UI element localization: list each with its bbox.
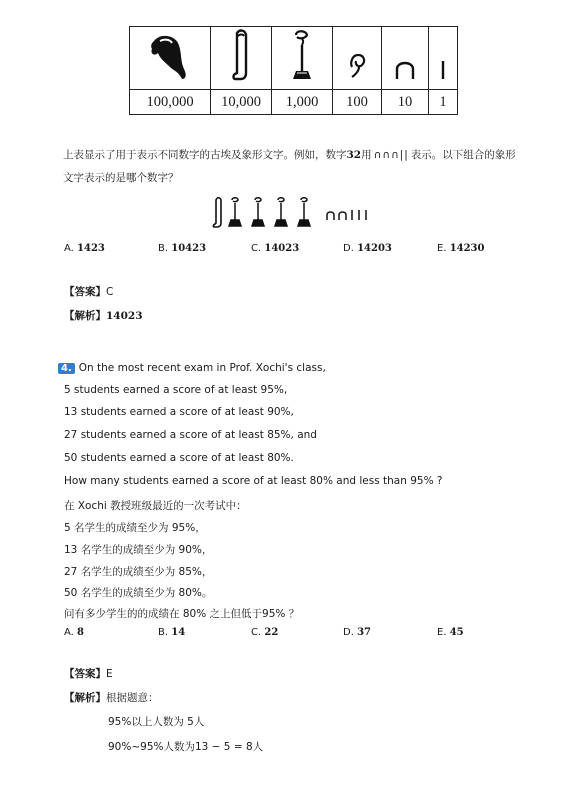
option-letter: B. <box>158 243 169 254</box>
q3-option-e[interactable] <box>437 243 484 254</box>
q3-inline-glyphs: ∩∩∩|| <box>373 149 409 161</box>
analysis-label: 【解析】 <box>64 310 106 322</box>
number-cell: 1 <box>429 90 458 115</box>
option-letter: A. <box>64 243 74 254</box>
q3-option-a[interactable] <box>64 243 105 254</box>
answer-label: 【答案】 <box>64 668 106 680</box>
answer-value: E <box>106 668 113 680</box>
q3-text-b: 用 <box>361 149 372 161</box>
q4-zh-line: 27 名学生的成绩至少为 85%， <box>64 566 213 578</box>
coil-rope-hieroglyph-icon <box>333 27 382 90</box>
q4-line-1 <box>58 362 326 374</box>
option-value: 8 <box>77 627 84 638</box>
q3-answer <box>64 284 113 299</box>
q4-en-line: 13 students earned a score of at least 90%, <box>64 406 294 418</box>
q4-option-d[interactable] <box>343 627 371 638</box>
tadpole-hieroglyph-icon <box>130 27 211 90</box>
option-letter: C. <box>251 243 262 254</box>
q4-zh-line: 在 Xochi 教授班级最近的一次考试中： <box>64 500 247 512</box>
option-value: 45 <box>449 627 464 638</box>
analysis-label: 【解析】 <box>64 692 106 704</box>
number-cell: 100,000 <box>130 90 211 115</box>
option-letter: A. <box>64 627 74 638</box>
hieroglyph-table <box>129 26 458 115</box>
q4-zh-line: 13 名学生的成绩至少为 90%， <box>64 544 213 556</box>
q3-example-number: 32 <box>346 149 362 161</box>
q4-en-line: 5 students earned a score of at least 95%, <box>64 384 288 396</box>
option-value: 1423 <box>77 243 105 254</box>
number-cell: 10 <box>382 90 429 115</box>
q4-zh-line: 5 名学生的成绩至少为 95%， <box>64 522 206 534</box>
q4-zh-question: 问有多少学生的的成绩在 80% 之上但低于95% ？ <box>64 608 300 620</box>
q4-zh-line: 50 名学生的成绩至少为 80%。 <box>64 587 213 599</box>
q3-line-2: 文字表示的是哪个数字？ <box>63 172 179 184</box>
number-cell: 10,000 <box>211 90 272 115</box>
q3-text-a: 上表显示了用于表示不同数字的古埃及象形文字。例如，数字 <box>63 149 347 161</box>
question-number-badge: 4. <box>58 363 75 374</box>
answer-value: C <box>106 286 114 298</box>
q3-option-c[interactable] <box>251 243 299 254</box>
q3-line-1 <box>63 147 516 162</box>
number-cell: 1,000 <box>272 90 333 115</box>
option-letter: E. <box>437 627 447 638</box>
q4-answer <box>64 666 113 681</box>
lotus-hieroglyph-icon <box>272 27 333 90</box>
option-value: 14023 <box>264 243 300 254</box>
q3-text-c: 表示。以下组合的象形 <box>410 149 516 161</box>
analysis-step: 95%以上人数为 5人 <box>108 716 205 728</box>
hieroglyph-combination-icon <box>212 196 376 234</box>
option-letter: E. <box>437 243 447 254</box>
q4-option-a[interactable] <box>64 627 84 638</box>
option-value: 14 <box>171 627 186 638</box>
option-letter: D. <box>343 627 354 638</box>
q4-option-c[interactable] <box>251 627 278 638</box>
q4-option-b[interactable] <box>158 627 185 638</box>
q4-analysis <box>64 690 159 705</box>
q3-option-b[interactable] <box>158 243 206 254</box>
q4-en-line: 50 students earned a score of at least 80%. <box>64 452 294 464</box>
option-letter: D. <box>343 243 354 254</box>
stroke-hieroglyph-icon <box>429 27 458 90</box>
q4-en-line: 27 students earned a score of at least 85%, and <box>64 429 317 441</box>
finger-hieroglyph-icon <box>211 27 272 90</box>
option-letter: C. <box>251 627 262 638</box>
heel-bone-hieroglyph-icon <box>382 27 429 90</box>
number-cell: 100 <box>333 90 382 115</box>
q3-analysis <box>64 308 143 323</box>
q3-option-d[interactable] <box>343 243 392 254</box>
analysis-step: 90%~95%人数为13 − 5 = 8人 <box>108 741 264 753</box>
q4-en-question: How many students earned a score of at least 80% and less than 95% ? <box>64 475 443 487</box>
option-value: 22 <box>264 627 279 638</box>
analysis-value: 14023 <box>106 310 143 322</box>
answer-label: 【答案】 <box>64 286 106 298</box>
option-letter: B. <box>158 627 169 638</box>
option-value: 14230 <box>449 243 485 254</box>
analysis-intro: 根据题意： <box>106 692 159 704</box>
option-value: 37 <box>357 627 371 638</box>
option-value: 14203 <box>357 243 392 254</box>
q4-option-e[interactable] <box>437 627 464 638</box>
option-value: 10423 <box>171 243 207 254</box>
q4-en-text: On the most recent exam in Prof. Xochi's class, <box>78 362 326 374</box>
